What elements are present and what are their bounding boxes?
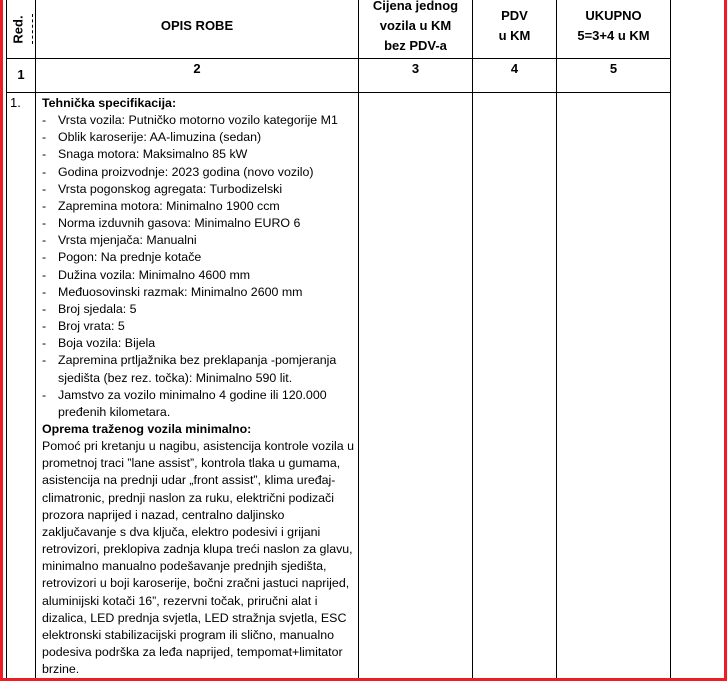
spec-item: - Pogon: Na prednje kotače: [42, 249, 354, 266]
header-cijena-line: bez PDV-a: [384, 38, 447, 53]
spec-item: - Zapremina prtljažnika bez preklapanja -pomjeranja sjedišta (bez rez. točka): Minimalno 590 lit.: [42, 352, 354, 386]
grid-line: [670, 0, 671, 681]
number-cell-1: [7, 58, 35, 92]
spec-item: - Oblik karoserije: AA-limuzina (sedan): [42, 129, 354, 146]
spec-item: - Broj vrata: 5: [42, 318, 354, 335]
equipment-title: Oprema traženog vozila minimalno:: [42, 421, 252, 436]
number-label: 3: [411, 61, 420, 76]
grid-line: [556, 0, 557, 681]
spec-item: - Boja vozila: Bijela: [42, 335, 354, 352]
spec-item: - Vrsta mjenjača: Manualni: [42, 232, 354, 249]
grid-line: [358, 0, 359, 681]
header-ukupno-cell: [557, 6, 670, 46]
number-cell-2: [36, 52, 358, 86]
spec-item: - Vrsta pogonskog agregata: Turbodizelski: [42, 181, 354, 198]
number-cell-5: [557, 52, 670, 86]
spec-item: - Vrsta vozila: Putničko motorno vozilo kategorije M1: [42, 112, 354, 129]
header-red-label: Red.: [10, 14, 26, 44]
item-description: [42, 95, 354, 678]
equipment-text: Pomoć pri kretanju u nagibu, asistencija kontrole vozila u prometnoj traci ”lane assist”, kontrola tlaka u gumama, asistencija na prednji udar „front assist”, klima uređaj-climatronic, prednji naslon za ruku, električni podizači prozora naprijed i nazad, centralno daljinsko zaključavanje s dva ključa, elektro podesivi i grijani retrovizori, preklopiva zadnja klupa treći naslon za glavu, minimalno manualno podešavanje prednjih sjedišta, retrovizori u boji karoserije, bočni zračni jastuci naprijed, aluminijski kotači 16”, rezervni točak, priručni alat i dizalica, LED prednja svjetla, LED stražnja svjetla, ESC elektronski stabilizacijski program ili slično, manualno podesiva podrška za leđa naprijed, tempomat+limitator brzine.: [42, 439, 354, 677]
spec-item: - Jamstvo za vozilo minimalno 4 godine ili 120.000 pređenih kilometara.: [42, 387, 354, 421]
spec-item: - Dužina vozila: Minimalno 4600 mm: [42, 267, 354, 284]
header-cijena-line: Cijena jednog: [372, 0, 459, 13]
header-red-cell: [6, 0, 30, 58]
header-ukupno-line: UKUPNO: [585, 8, 642, 23]
spec-item: - Norma izduvnih gasova: Minimalno EURO 6: [42, 215, 354, 232]
number-label: 1: [17, 67, 25, 82]
spec-item: - Zapremina motora: Minimalno 1900 ccm: [42, 198, 354, 215]
spec-title: Tehnička specifikacija:: [42, 96, 177, 110]
spec-item: - Broj sjedala: 5: [42, 301, 354, 318]
grid-line: [472, 0, 473, 681]
header-ukupno-line: 5=3+4 u KM: [577, 28, 650, 43]
spec-item: - Godina proizvodnje: 2023 godina (novo vozilo): [42, 164, 354, 181]
number-label: 5: [609, 61, 618, 76]
number-label: 2: [193, 61, 201, 76]
number-cell-4: [473, 52, 556, 86]
spec-item: - Međuosovinski razmak: Minimalno 2600 mm: [42, 284, 354, 301]
grid-line: [6, 0, 7, 681]
header-pdv-line: PDV: [501, 8, 528, 23]
grid-line: [6, 92, 671, 93]
number-cell-3: [359, 52, 472, 86]
header-cijena-line: vozila u KM: [379, 18, 452, 33]
header-pdv-cell: [473, 6, 556, 46]
header-opis-cell: [36, 0, 358, 52]
grid-line: [35, 0, 36, 681]
header-opis-label: OPIS ROBE: [160, 18, 234, 33]
header-pdv-line: u KM: [498, 28, 531, 43]
spec-item: - Snaga motora: Maksimalno 85 kW: [42, 146, 354, 163]
spec-list: [42, 112, 354, 421]
dotted-mark: [32, 14, 35, 44]
row-number: 1.: [10, 95, 21, 110]
number-label: 4: [510, 61, 519, 76]
header-cijena-cell: [359, 0, 472, 58]
